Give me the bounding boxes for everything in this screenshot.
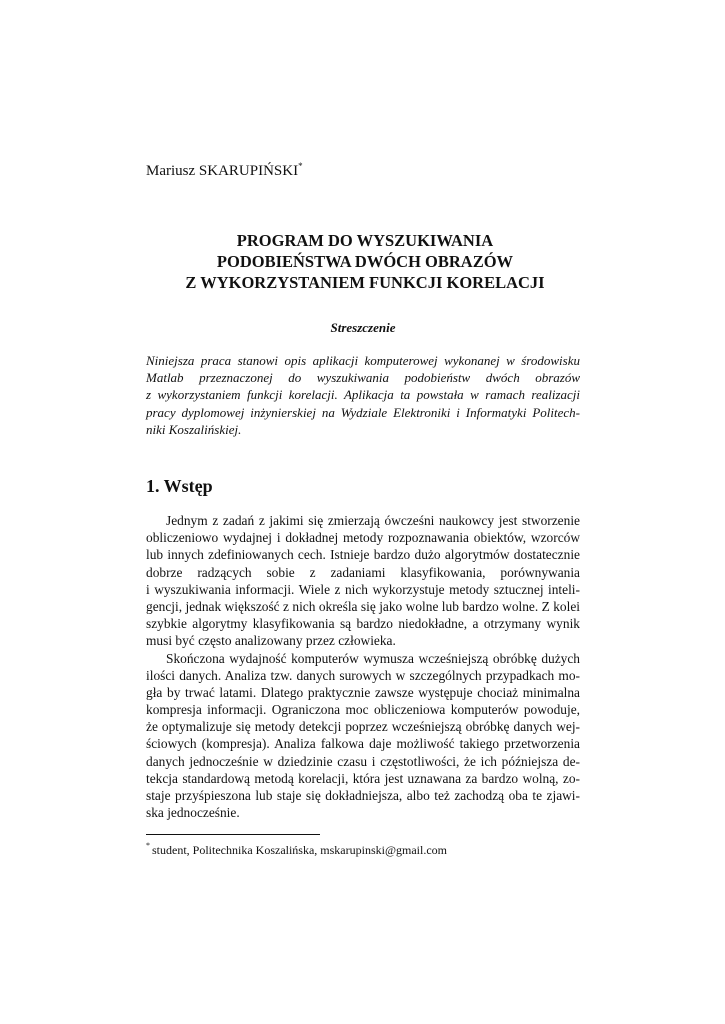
body-line: gencji, jednak większość z nich określa się jako wolne lub bardzo wolne. Z kolei [146,598,580,614]
abstract-line: pracy dyplomowej inżynierskiej na Wydziale Elektroniki i Informatyki Politech- [146,404,580,420]
body-line: dobrze radzących sobie z zadaniami klasyfikowania, porównywania [146,564,580,580]
body-line: i wyszukiwania informacji. Wiele z nich wykorzystuje metody sztucznej inteli- [146,581,580,597]
footnote-text: student, Politechnika Koszalińska, mskarupinski@gmail.com [152,843,448,857]
body-line: kompresja informacji. Ograniczona moc obliczeniowa komputerów powoduje, [146,702,580,718]
body-line: Skończona wydajność komputerów wymusza wcześniejszą obróbkę dużych [166,650,580,666]
body-line: szybkie algorytmy klasyfikowania są bardzo niedokładne, a otrzymany wynik [146,616,580,632]
abstract-heading: Streszczenie [330,320,396,335]
abstract-line: z wykorzystaniem funkcji korelacji. Aplikacja ta powstała w ramach realizacji [146,387,580,403]
body-line: musi być często analizowany przez człowieka. [146,633,396,649]
body-line: że optymalizuje się metody detekcji poprzez wcześniejszą obróbkę danych wej- [146,719,580,735]
body-line: danych jednocześnie w dziedzinie czasu i częstotliwości, że ich późniejsza de- [146,753,580,769]
body-line: obliczeniowo wydajnej i dokładnej metody rozpoznawania obiektów, wzorców [146,530,580,546]
paper-title [120,230,610,293]
footnote [146,843,447,858]
body-line: staje przyśpieszona lub staje się dokładniejsza, albo też zachodzą oba te zjawi- [146,788,580,803]
abstract-text [146,352,580,438]
footnote-rule [146,834,320,835]
body-line: ilości danych. Analiza tzw. danych surowych w szczególnych przypadkach mo- [146,667,580,683]
title-line: PODOBIEŃSTWA DWÓCH OBRAZÓW [216,252,514,271]
body-line: Jednym z zadań z jakimi się zmierzają ówcześni naukowcy jest stworzenie [166,513,580,528]
body-line: ściowych (kompresja). Analiza falkowa daje możliwość takiego przetworzenia [146,736,580,752]
author-name: Mariusz SKARUPIŃSKI [146,163,299,179]
footnote-mark: * [146,841,150,850]
abstract-line: niki Koszalińskiej. [146,421,242,437]
section-heading: 1. Wstęp [146,476,213,496]
body-text [146,512,580,821]
title-line: Z WYKORZYSTANIEM FUNKCJI KORELACJI [185,273,545,292]
body-line: gła by trwać latami. Dlatego praktycznie zawsze występuje chociaż minimalna [146,684,580,700]
abstract-line: Niniejsza praca stanowi opis aplikacji komputerowej wykonanej w środowisku [146,353,580,368]
body-line: tekcja standardową metodą korelacji, która jest uznawana za bardzo wolną, zo- [146,770,580,786]
author-footnote-mark: * [298,161,303,171]
abstract-line: Matlab przeznaczonej do wyszukiwania podobieństw dwóch obrazów [146,370,580,386]
title-line: PROGRAM DO WYSZUKIWANIA [236,231,494,250]
body-line: lub innych zdefiniowanych cech. Istnieje bardzo dużo algorytmów dostatecznie [146,547,580,563]
body-line: ska jednocześnie. [146,805,240,821]
author-line [146,163,303,180]
